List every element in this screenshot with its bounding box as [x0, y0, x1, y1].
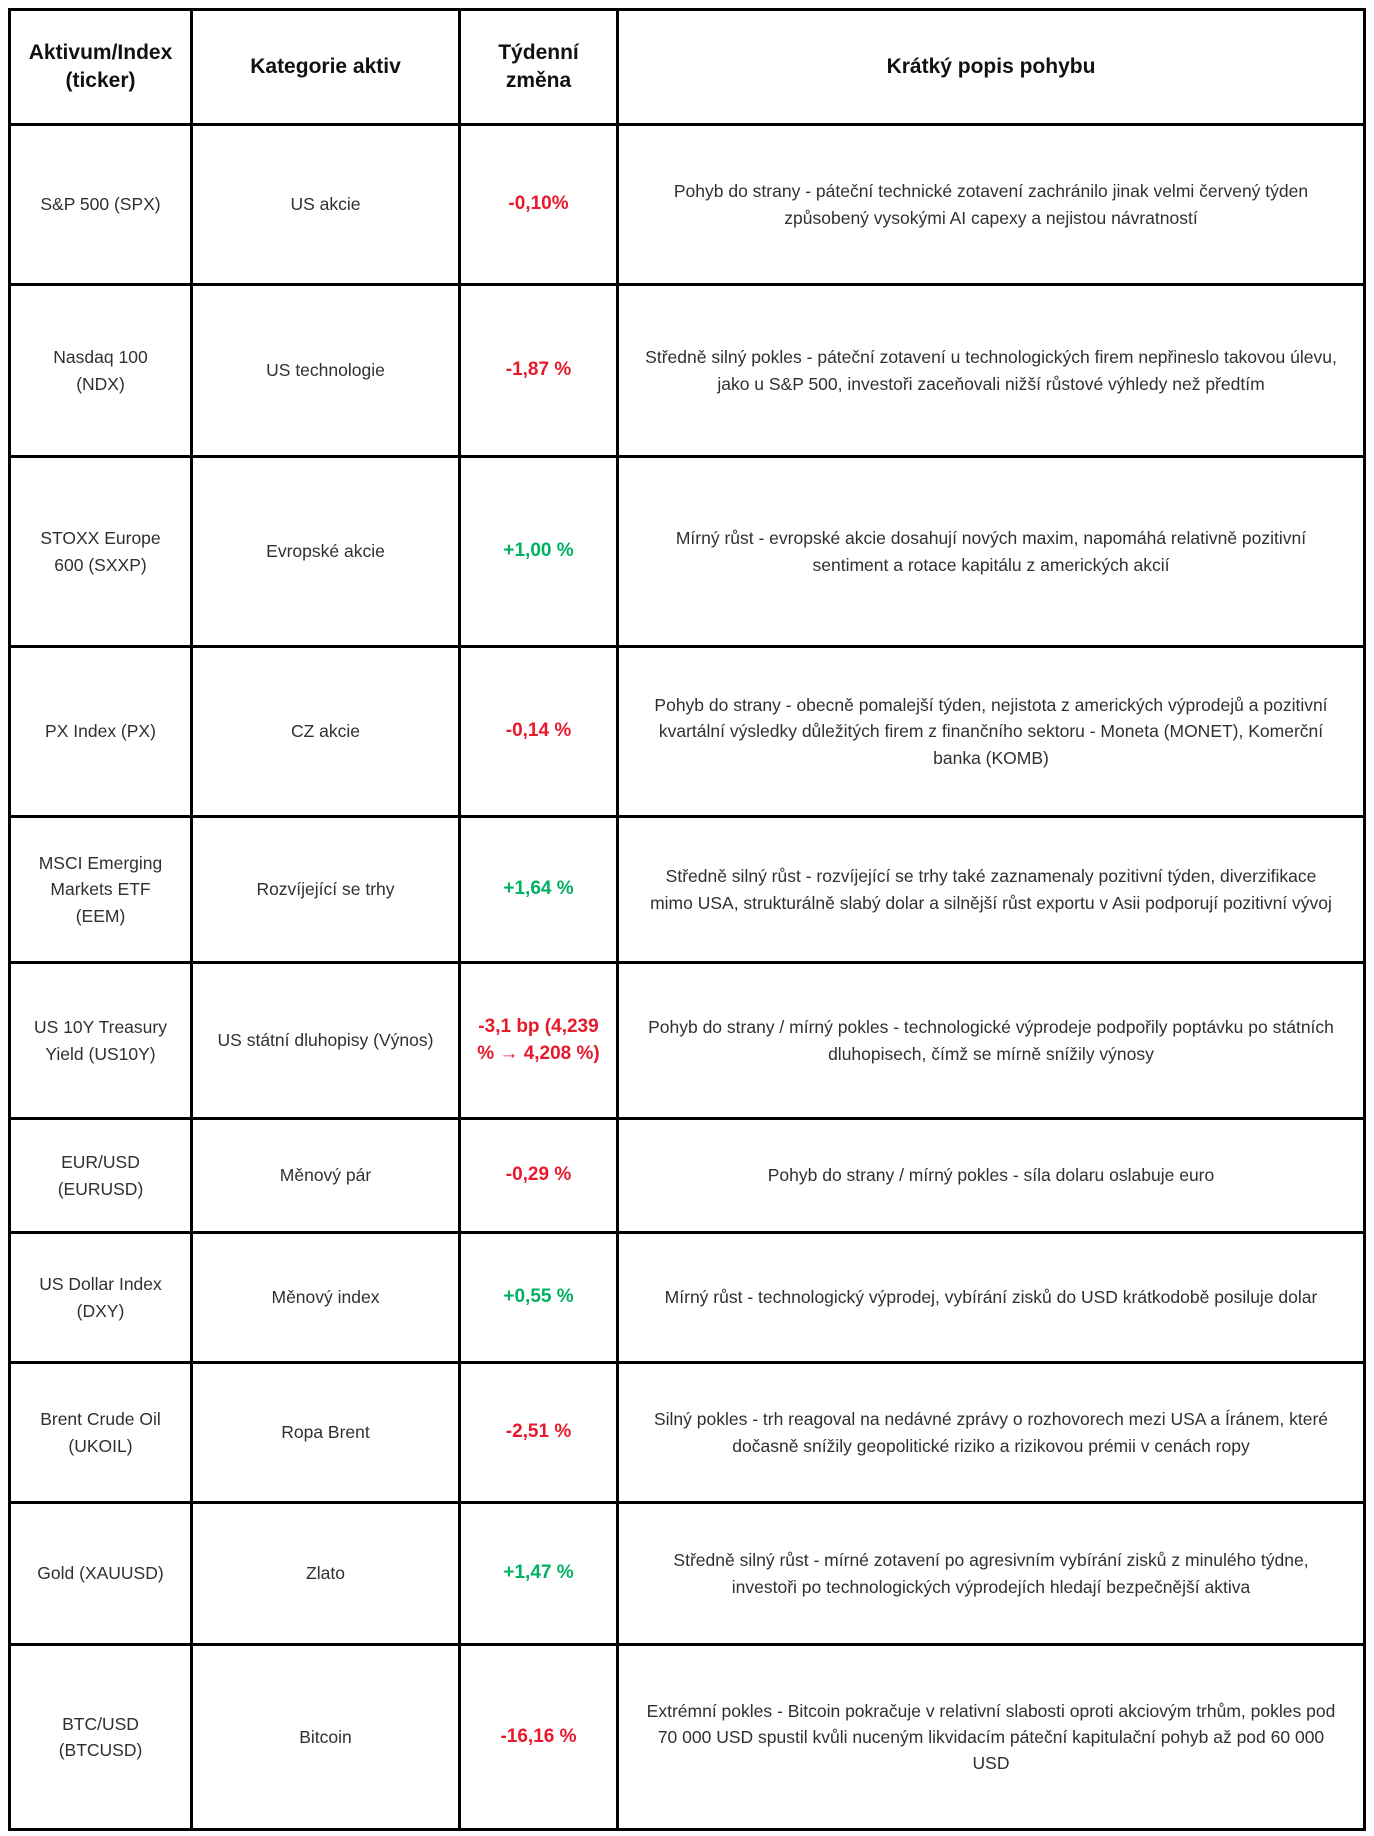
movement-description: Středně silný růst - rozvíjející se trhy také zaznamenaly pozitivní týden, diverzifikace mimo USA, strukturálně slabý dolar a silnější růst exportu v Asii podporují pozitivní vývoj	[618, 817, 1365, 963]
asset-category: Ropa Brent	[192, 1363, 460, 1503]
asset-category: Zlato	[192, 1503, 460, 1645]
movement-description: Extrémní pokles - Bitcoin pokračuje v relativní slabosti oproti akciovým trhům, pokles pod 70 000 USD spustil kvůli nuceným likvidacím páteční kapitulační pohyb až pod 60 000 USD	[618, 1645, 1365, 1830]
weekly-change: -16,16 %	[460, 1645, 618, 1830]
weekly-change: -0,29 %	[460, 1119, 618, 1233]
table-row	[10, 1233, 1365, 1363]
weekly-change: +1,47 %	[460, 1503, 618, 1645]
weekly-change: +1,64 %	[460, 817, 618, 963]
asset-category: Rozvíjející se trhy	[192, 817, 460, 963]
movement-description: Pohyb do strany - páteční technické zotavení zachránilo jinak velmi červený týden způsobený vysokými AI capexy a nejistou návratností	[618, 125, 1365, 285]
weekly-change: -2,51 %	[460, 1363, 618, 1503]
weekly-change: -3,1 bp (4,239 % → 4,208 %)	[460, 963, 618, 1119]
asset-category: CZ akcie	[192, 647, 460, 817]
movement-description: Pohyb do strany - obecně pomalejší týden, nejistota z amerických výprodejů a pozitivní kvartální výsledky důležitých firem z finančního sektoru - Moneta (MONET), Komerční banka (KOMB)	[618, 647, 1365, 817]
table-row	[10, 1119, 1365, 1233]
asset-ticker: STOXX Europe 600 (SXXP)	[10, 457, 192, 647]
movement-description: Pohyb do strany / mírný pokles - síla dolaru oslabuje euro	[618, 1119, 1365, 1233]
table-row	[10, 457, 1365, 647]
asset-ticker: MSCI Emerging Markets ETF (EEM)	[10, 817, 192, 963]
table-row	[10, 1363, 1365, 1503]
weekly-change: +1,00 %	[460, 457, 618, 647]
asset-category: Měnový pár	[192, 1119, 460, 1233]
table-row	[10, 963, 1365, 1119]
asset-ticker: Brent Crude Oil (UKOIL)	[10, 1363, 192, 1503]
weekly-change: -0,10%	[460, 125, 618, 285]
movement-description: Mírný růst - technologický výprodej, vybírání zisků do USD krátkodobě posiluje dolar	[618, 1233, 1365, 1363]
header-description: Krátký popis pohybu	[618, 10, 1365, 125]
header-asset: Aktivum/Index (ticker)	[10, 10, 192, 125]
asset-category: Bitcoin	[192, 1645, 460, 1830]
asset-category: US akcie	[192, 125, 460, 285]
asset-category: US technologie	[192, 285, 460, 457]
movement-description: Silný pokles - trh reagoval na nedávné zprávy o rozhovorech mezi USA a Íránem, které dočasně snížily geopolitické riziko a rizikovou prémii v cenách ropy	[618, 1363, 1365, 1503]
asset-ticker: EUR/USD (EURUSD)	[10, 1119, 192, 1233]
asset-category: US státní dluhopisy (Výnos)	[192, 963, 460, 1119]
header-category: Kategorie aktiv	[192, 10, 460, 125]
table-row	[10, 1645, 1365, 1830]
asset-ticker: BTC/USD (BTCUSD)	[10, 1645, 192, 1830]
table-row	[10, 285, 1365, 457]
weekly-market-table	[8, 8, 1366, 1831]
weekly-change: -0,14 %	[460, 647, 618, 817]
weekly-change: +0,55 %	[460, 1233, 618, 1363]
header-change: Týdenní změna	[460, 10, 618, 125]
asset-ticker: S&P 500 (SPX)	[10, 125, 192, 285]
movement-description: Pohyb do strany / mírný pokles - technologické výprodeje podpořily poptávku po státních dluhopisech, čímž se mírně snížily výnosy	[618, 963, 1365, 1119]
asset-category: Evropské akcie	[192, 457, 460, 647]
movement-description: Středně silný růst - mírné zotavení po agresivním vybírání zisků z minulého týdne, investoři po technologických výprodejích hledají bezpečnější aktiva	[618, 1503, 1365, 1645]
asset-ticker: PX Index (PX)	[10, 647, 192, 817]
table-row	[10, 647, 1365, 817]
asset-ticker: US Dollar Index (DXY)	[10, 1233, 192, 1363]
table-row	[10, 817, 1365, 963]
header-row	[10, 10, 1365, 125]
movement-description: Mírný růst - evropské akcie dosahují nových maxim, napomáhá relativně pozitivní sentiment a rotace kapitálu z amerických akcií	[618, 457, 1365, 647]
table-row	[10, 125, 1365, 285]
weekly-change: -1,87 %	[460, 285, 618, 457]
asset-category: Měnový index	[192, 1233, 460, 1363]
asset-ticker: Nasdaq 100 (NDX)	[10, 285, 192, 457]
asset-ticker: US 10Y Treasury Yield (US10Y)	[10, 963, 192, 1119]
asset-ticker: Gold (XAUUSD)	[10, 1503, 192, 1645]
table-row	[10, 1503, 1365, 1645]
movement-description: Středně silný pokles - páteční zotavení u technologických firem nepřineslo takovou úlevu, jako u S&P 500, investoři zaceňovali nižší růstové výhledy než předtím	[618, 285, 1365, 457]
